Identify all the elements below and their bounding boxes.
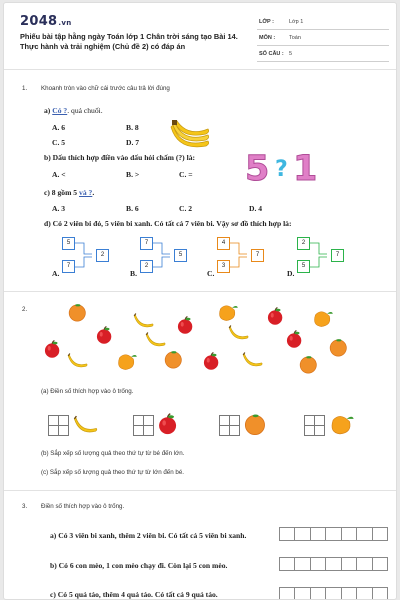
q3a-text: a) Có 3 viên bi xanh, thêm 2 viên bi. Có tất cả 5 viên bi xanh. — [50, 531, 247, 540]
diagram-box-bottom: 3 — [217, 260, 230, 273]
mango-icon — [116, 352, 138, 372]
question-1-number: 1. — [22, 85, 28, 92]
apple-icon — [44, 340, 66, 360]
question-1-instruction: Khoanh tròn vào chữ cái trước câu trả lời đúng — [41, 85, 170, 92]
diagram-box-total: 5 — [174, 249, 187, 262]
orange-icon — [164, 350, 186, 370]
diagram-box-top: 4 — [217, 237, 230, 250]
meta-row-class: LỚP : Lớp 1 — [257, 16, 389, 30]
q1a-option-c[interactable]: C. 5 — [52, 138, 66, 147]
banana-icon — [242, 350, 264, 370]
banana-icon — [228, 323, 250, 343]
count-answer-box[interactable] — [48, 415, 70, 437]
q2b-instruction: (b) Sắp xếp số lượng quả theo thứ tự từ bé đến lớn. — [41, 450, 185, 457]
diagram-box-bottom: 2 — [140, 260, 153, 273]
count-answer-box[interactable] — [304, 415, 326, 437]
diagram-box-top: 5 — [62, 237, 75, 250]
document-title: Phiếu bài tập hằng ngày Toán lớp 1 Chân trời sáng tạo Bài 14. Thực hành và trải nghiệm (Chủ đề 2) có đáp án — [20, 32, 238, 51]
q1b-option-c[interactable]: C. = — [179, 170, 193, 179]
diagram-box-top: 7 — [140, 237, 153, 250]
question-3-instruction: Điền số thích hợp vào ô trống. — [41, 503, 125, 510]
apple-icon — [286, 330, 308, 350]
banana-bunch-image — [170, 119, 212, 151]
worksheet-page — [3, 2, 397, 600]
diagram-label: C. — [207, 269, 215, 278]
meta-table — [257, 16, 389, 64]
apple-icon — [158, 413, 184, 437]
header — [4, 3, 397, 65]
orange-icon — [299, 355, 321, 375]
q1c-option-b[interactable]: B. 6 — [126, 204, 139, 213]
count-answer-box[interactable] — [219, 415, 241, 437]
diagram-box-bottom: 5 — [297, 260, 310, 273]
diagram-label: A. — [52, 269, 60, 278]
diagram-label: B. — [130, 269, 137, 278]
orange-icon — [68, 303, 90, 323]
q2a-instruction: (a) Điền số thích hợp vào ô trống. — [41, 388, 134, 395]
banana-icon — [145, 330, 167, 350]
diagram-d[interactable] — [283, 234, 353, 280]
mango-icon — [312, 309, 334, 329]
q1a-option-b[interactable]: B. 8 — [126, 123, 139, 132]
diagram-box-top: 2 — [297, 237, 310, 250]
apple-icon — [203, 352, 225, 372]
diagram-label: D. — [287, 269, 295, 278]
q1b-option-d[interactable]: D. 4 — [249, 204, 263, 213]
mango-icon — [329, 413, 355, 437]
q1d-stem: d) Có 2 viên bi đỏ, 5 viên bi xanh. Có tất cả 7 viên bi. Vậy sơ đồ thích hợp là: — [44, 219, 292, 228]
apple-icon — [96, 326, 118, 346]
q1a-stem: a) Có ?. quả chuối. — [44, 106, 103, 115]
q1a-option-a[interactable]: A. 6 — [52, 123, 66, 132]
apple-icon — [177, 316, 199, 336]
q1b-stem: b) Dấu thích hợp điền vào dấu hỏi chấm (?) là: — [44, 153, 196, 162]
banana-icon — [73, 413, 99, 437]
q3b-answer-grid[interactable] — [280, 557, 388, 571]
diagram-c[interactable] — [203, 234, 273, 280]
banana-icon — [133, 311, 155, 331]
apple-icon — [267, 307, 289, 327]
number-image: 5 ? 1 — [245, 149, 318, 189]
orange-icon — [244, 413, 270, 437]
meta-row-subject: MÔN : Toán — [257, 32, 389, 46]
diagram-box-bottom: 7 — [62, 260, 75, 273]
q1b-option-b[interactable]: B. > — [126, 170, 140, 179]
q3a-answer-grid[interactable] — [280, 527, 388, 541]
divider — [4, 291, 397, 292]
q2c-instruction: (c) Sắp xếp số lượng quả theo thứ tự từ lớn đến bé. — [41, 469, 185, 476]
q1c-option-a[interactable]: A. 3 — [52, 204, 66, 213]
diagram-box-total: 2 — [96, 249, 109, 262]
site-logo[interactable]: 2048.vn — [20, 14, 72, 29]
diagram-a[interactable] — [48, 234, 118, 280]
diagram-box-total: 7 — [251, 249, 264, 262]
q3c-answer-grid[interactable] — [280, 587, 388, 600]
q3b-text: b) Có 6 con mèo, 1 con mèo chạy đi. Còn lại 5 con mèo. — [50, 561, 228, 570]
diagram-b[interactable] — [126, 234, 196, 280]
banana-icon — [67, 351, 89, 371]
diagram-box-total: 7 — [331, 249, 344, 262]
divider — [4, 490, 397, 491]
q1b-option-a[interactable]: A. < — [52, 170, 66, 179]
question-2-number: 2. — [22, 306, 28, 313]
q1c-option-c[interactable]: C. 2 — [179, 204, 193, 213]
divider — [4, 69, 397, 70]
mango-icon — [217, 303, 239, 323]
q1c-stem: c) 8 gồm 5 và ?. — [44, 188, 95, 197]
question-3-number: 3. — [22, 503, 28, 510]
q1a-option-d[interactable]: D. 7 — [126, 138, 140, 147]
count-answer-box[interactable] — [133, 415, 155, 437]
q3c-text: c) Có 5 quả táo, thêm 4 quả táo. Có tất cả 9 quả táo. — [50, 590, 218, 599]
orange-icon — [329, 338, 351, 358]
meta-row-count: SỐ CÂU : 5 — [257, 48, 389, 62]
